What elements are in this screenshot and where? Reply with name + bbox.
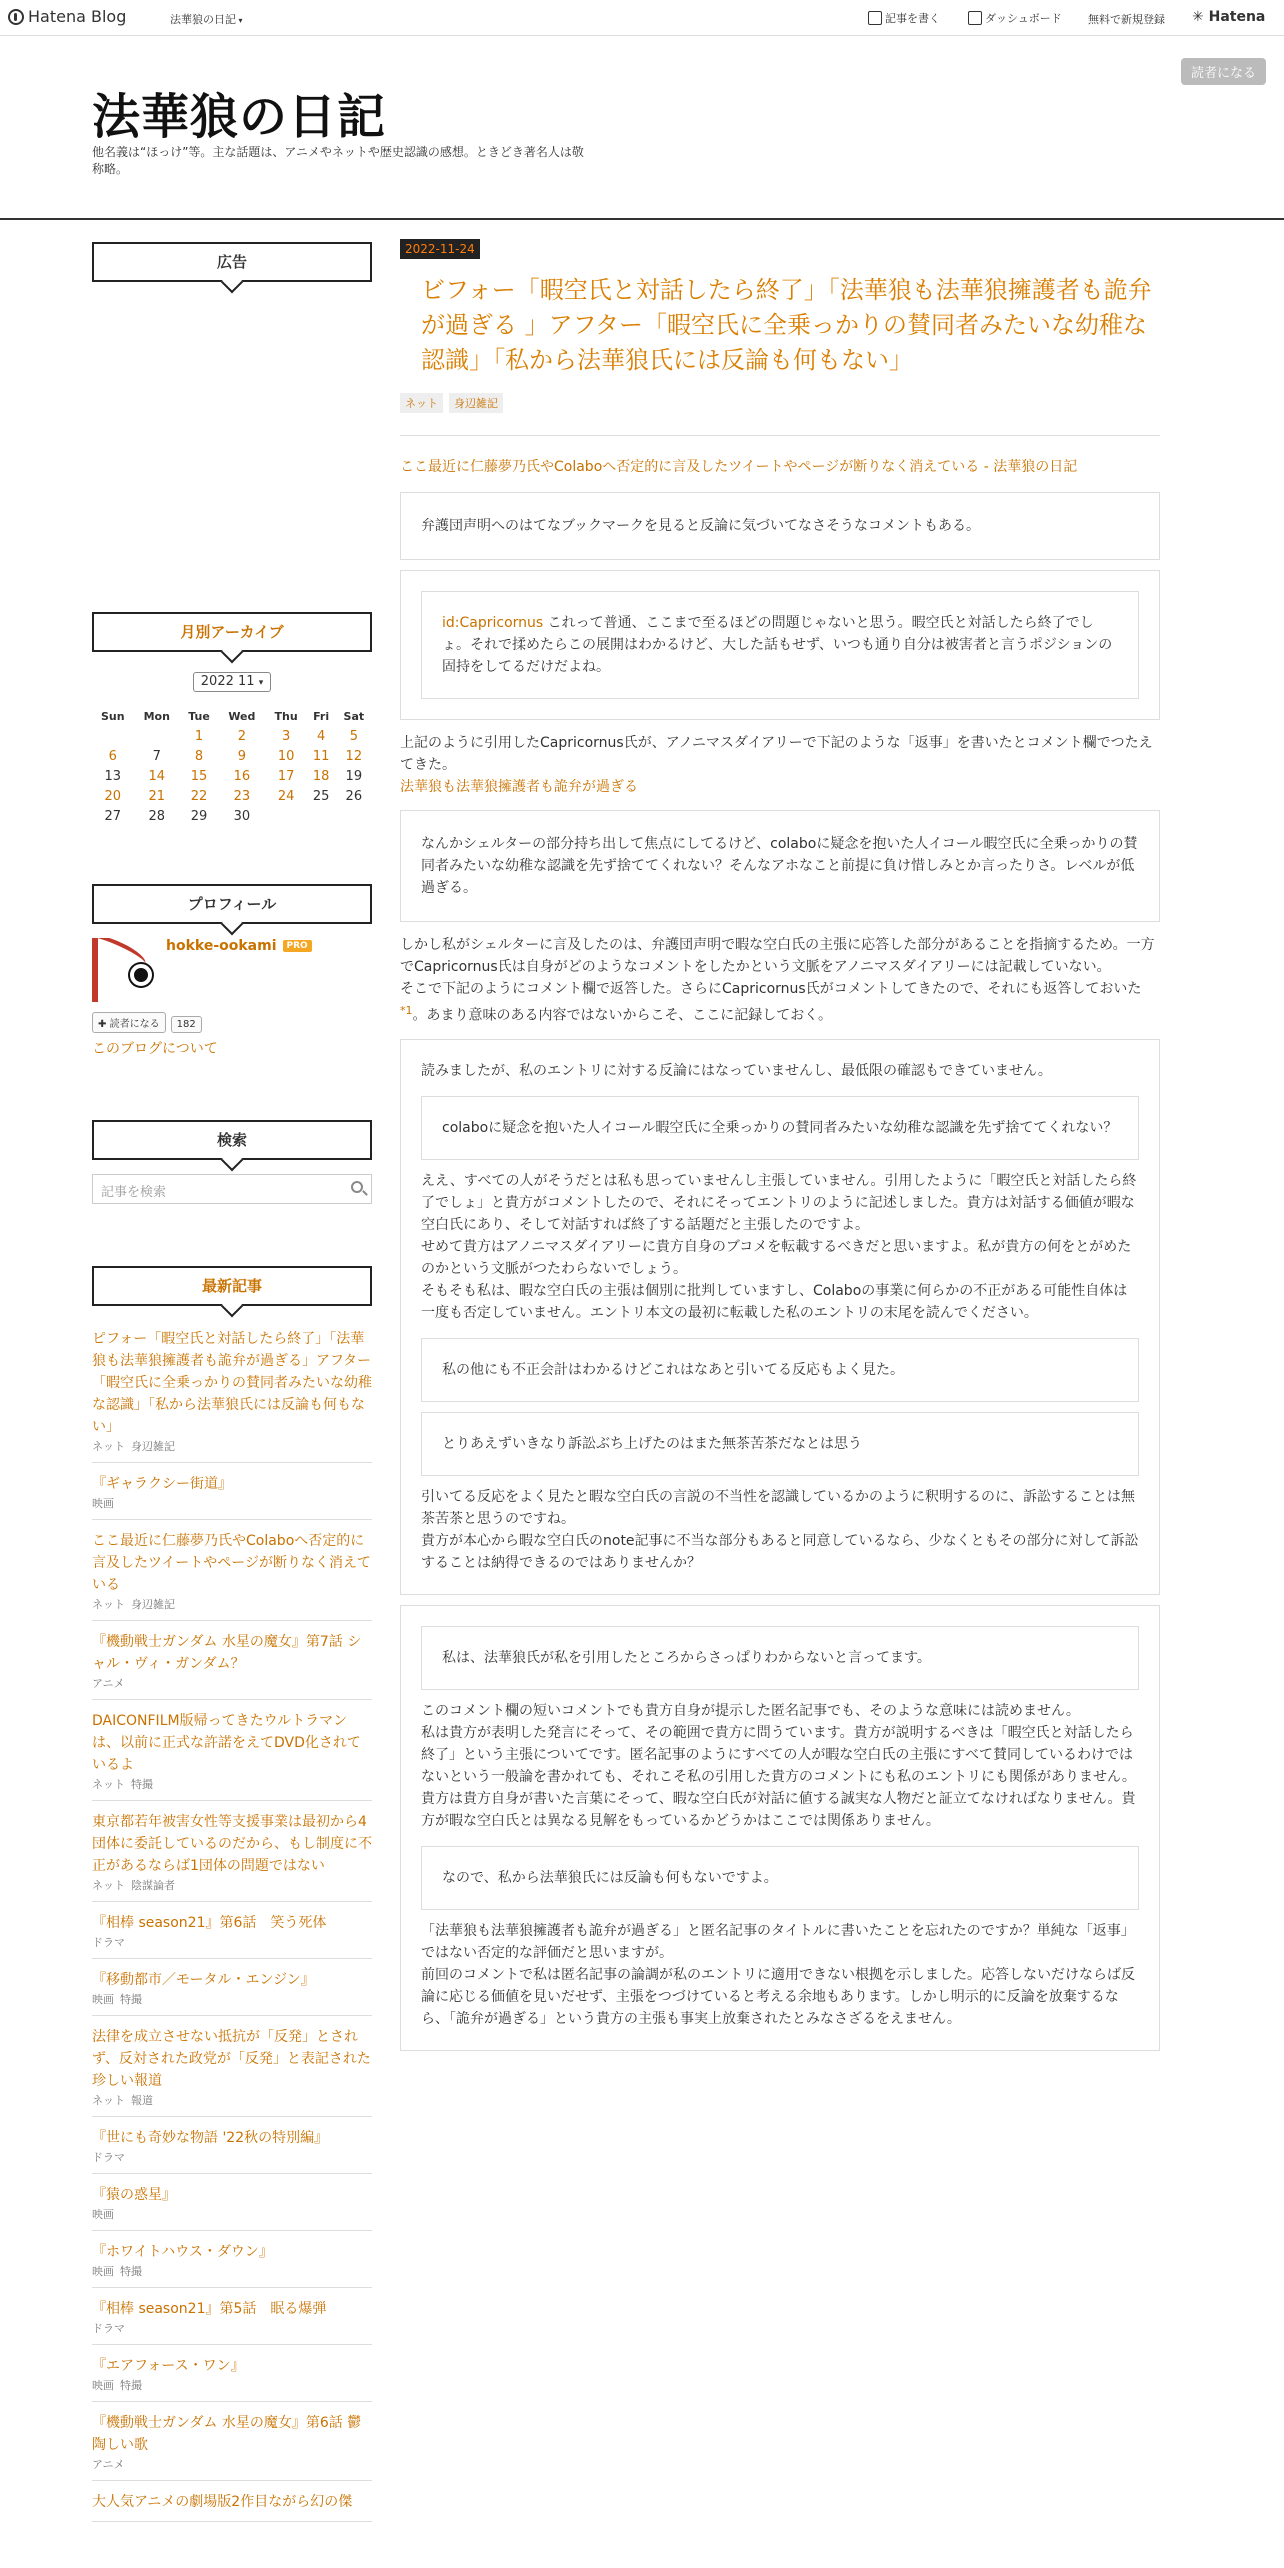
recent-post-link[interactable]: 『ホワイトハウス・ダウン』 xyxy=(92,2244,273,2260)
blog-header xyxy=(0,36,1284,220)
category-label[interactable]: 特撮 xyxy=(120,2265,142,2278)
calendar-week xyxy=(92,746,372,766)
dashboard-icon xyxy=(968,11,982,25)
title-divider xyxy=(400,435,1160,436)
tag-net[interactable]: ネット xyxy=(400,393,443,413)
recent-posts-list xyxy=(92,1328,372,2532)
calendar-day[interactable]: 20 xyxy=(104,788,122,804)
calendar-day[interactable]: 8 xyxy=(194,748,204,764)
recent-post-item xyxy=(92,1912,372,1959)
register-link[interactable] xyxy=(1088,11,1165,27)
category-label[interactable]: 映画 xyxy=(92,2208,114,2221)
user-id-link[interactable]: id:Capricornus xyxy=(442,615,544,631)
category-label[interactable]: 陰謀論者 xyxy=(131,1879,175,1892)
nested-blockquote xyxy=(421,1846,1139,1910)
calendar-week xyxy=(92,786,372,806)
calendar-week xyxy=(92,766,372,786)
comment-text: ええ、すべての人がそうだとは私も思っていませんし主張していません。引用したように「暇空氏と対話したら終了でしょ」と貴方がコメントしたので、それにそってエントリのように記述しました。貴方は対話する価値が暇な空白氏にあり、そして対話すれば終了する話題だと主張したのですよ。 xyxy=(421,1172,1137,1233)
calendar-week xyxy=(92,726,372,746)
paragraph-text: そこで下記のようにコメント欄で返答した。さらにCapricornus氏がコメントしてきたので、それにも返答しておいた xyxy=(400,981,1142,997)
calendar-day[interactable]: 16 xyxy=(233,768,251,784)
recent-post-link[interactable]: DAICONFILM版帰ってきたウルトラマンは、以前に正式な許諾をえてDVD化されているよ xyxy=(92,1713,361,1773)
calendar-day xyxy=(92,726,134,746)
comment-text: 引いてる反応をよく見たと暇な空白氏の言説の不当性を認識しているかのように釈明するのに、訴訟することは無茶苦茶と思うのですね。 xyxy=(421,1488,1135,1527)
recent-post-item xyxy=(92,2127,372,2174)
calendar-day: 25 xyxy=(312,788,330,804)
recent-post-link[interactable]: 『相棒 season21』第6話 笑う死体 xyxy=(92,1915,327,1931)
calendar-day xyxy=(307,806,336,826)
recent-post-link[interactable]: 『相棒 season21』第5話 眠る爆弾 xyxy=(92,2301,327,2317)
recent-post-link[interactable]: ここ最近に仁藤夢乃氏やColaboへ否定的に言及したツイートやページが断りなく消えている xyxy=(92,1533,372,1593)
recent-post-item xyxy=(92,2184,372,2231)
recent-post-categories xyxy=(92,2456,372,2472)
recent-post-item xyxy=(92,2491,372,2522)
calendar-days xyxy=(92,726,372,826)
nested-blockquote xyxy=(421,1096,1139,1160)
weekday-label: Mon xyxy=(143,709,170,723)
related-entry-link[interactable] xyxy=(400,456,1160,478)
hatena-link[interactable] xyxy=(1192,9,1265,25)
calendar-day[interactable]: 10 xyxy=(277,748,295,764)
paragraph-text: しかし私がシェルターに言及したのは、弁護団声明で暇な空白氏の主張に応答した部分があることを指摘するため。一方でCapricornus氏は自身がどのようなコメントをしたかという文脈をアノニマスダイアリーには記載していない。 xyxy=(400,937,1155,975)
recent-post-item xyxy=(92,1530,372,1621)
recent-post-categories xyxy=(92,1934,372,1950)
category-label[interactable]: ネット xyxy=(92,1440,125,1453)
tag-personal[interactable]: 身辺雑記 xyxy=(449,393,503,413)
calendar-table xyxy=(92,706,372,826)
recent-post-item xyxy=(92,2355,372,2402)
calendar-day: 30 xyxy=(233,808,251,824)
recent-post-item xyxy=(92,2241,372,2288)
comment-text: 読みましたが、私のエントリに対する反論にはなっていませんし、最低限の確認もできていません。 xyxy=(421,1062,1052,1079)
calendar-day[interactable]: 2 xyxy=(237,728,246,744)
nested-blockquote xyxy=(421,1338,1139,1402)
chevron-down-icon: ▾ xyxy=(258,678,264,688)
category-label[interactable]: 映画 xyxy=(92,2265,114,2278)
recent-post-link[interactable]: 『ギャラクシー街道』 xyxy=(92,1476,232,1492)
category-label[interactable]: 特撮 xyxy=(131,1778,153,1791)
sidebar-heading-archive: 月別アーカイブ xyxy=(92,612,372,652)
category-label[interactable]: 身辺雑記 xyxy=(131,1598,175,1611)
recent-post-item xyxy=(92,2026,372,2117)
category-label[interactable]: ドラマ xyxy=(92,2151,125,2164)
sidebar-heading-profile: プロフィール xyxy=(92,884,372,924)
recent-post-link[interactable]: 『猿の惑星』 xyxy=(92,2187,176,2203)
category-label[interactable]: 身辺雑記 xyxy=(131,1440,175,1453)
calendar-week xyxy=(92,806,372,826)
category-label[interactable]: ネット xyxy=(92,1778,125,1791)
chevron-down-icon: ▾ xyxy=(236,16,243,25)
recent-post-item xyxy=(92,2298,372,2345)
calendar-day xyxy=(134,726,180,746)
weekday-label: Fri xyxy=(313,709,330,723)
weekday-label: Sun xyxy=(100,709,125,723)
brand-label: Hatena Blog xyxy=(28,7,127,26)
comment-text: そもそも私は、暇な空白氏の主張は個別に批判していますし、Colaboの事業に何らかの不正がある可能性自体は一度も否定していません。エントリ本文の最初に転載した私のエントリの末尾を読んでください。 xyxy=(421,1282,1128,1321)
calendar-weekdays xyxy=(92,706,372,726)
comment-text: 私は貴方が表明した発言にそって、その範囲で貴方に問うています。貴方が説明するべきは「暇空氏と対話したら終了」という主張についてです。匿名記事のようにすべての人が暇な空白氏の主張にすべて賛同しているわけではないという一般論を書かれても、それこそ私の引用した貴方のコメントにも私のエントリにも関係がありません。 xyxy=(421,1724,1136,1785)
calendar-day xyxy=(336,806,372,826)
quote-text: これって普通、ここまで至るほどの問題じゃないと思う。暇空氏と対話したら終了でしょ。それで揉めたらこの展開はわかるけど、大した話もせず、いつも通り自分は被害者と言うポジションの固持をしてるだけだよね。 xyxy=(442,615,1113,675)
category-label[interactable]: ネット xyxy=(92,1879,125,1892)
weekday-label: Tue xyxy=(188,709,210,723)
recent-post-item xyxy=(92,1710,372,1801)
quote-text: 弁護団声明へのはてなブックマークを見ると反論に気づいてなさそうなコメントもある。 xyxy=(421,518,981,534)
archive-month-select[interactable] xyxy=(193,672,271,692)
hatena-blog-logo[interactable] xyxy=(8,7,126,26)
subscribe-button[interactable]: 読者になる xyxy=(1181,58,1266,85)
blog-title[interactable]: 法華狼の日記 xyxy=(92,89,387,145)
blockquote xyxy=(400,1605,1160,2051)
recent-post-item xyxy=(92,1969,372,2016)
about-blog-link[interactable] xyxy=(92,1038,218,1058)
calendar-day[interactable]: 9 xyxy=(237,748,246,764)
paragraph xyxy=(400,934,1160,1027)
category-label[interactable]: 映画 xyxy=(92,1497,114,1510)
comment-text: 「法華狼も法華狼擁護者も詭弁が過ぎる」と匿名記事のタイトルに書いたことを忘れたのですか？単純な「返事」ではない否定的な評価だと思いますが。 xyxy=(421,1922,1135,1961)
post-title[interactable]: ビフォー「暇空氏と対話したら終了」「法華狼も法華狼擁護者も詭弁が過ぎる 」アフター「暇空氏に全乗っかりの賛同者みたいな幼稚な認識」「私から法華狼氏には反論も何もない」 xyxy=(421,276,1152,374)
calendar-day[interactable]: 24 xyxy=(277,788,295,804)
calendar-day: 27 xyxy=(104,808,122,824)
calendar-day[interactable]: 23 xyxy=(233,788,251,804)
profile-actions xyxy=(92,1012,202,1033)
recent-post-item xyxy=(92,1328,372,1463)
recent-post-item xyxy=(92,1811,372,1902)
recent-post-link[interactable]: 『移動都市／モータル・エンジン』 xyxy=(92,1972,315,1988)
category-label[interactable]: ネット xyxy=(92,1598,125,1611)
paragraph-text: 。あまり意味のある内容ではないからこそ、ここに記録しておく。 xyxy=(412,1007,832,1024)
recent-post-categories xyxy=(92,2149,372,2165)
calendar-day[interactable]: 22 xyxy=(190,788,208,804)
calendar-day[interactable]: 1 xyxy=(194,728,204,744)
quote-text: 私の他にも不正会計はわかるけどこれはなあと引いてる反応もよく見た。 xyxy=(442,1361,904,1378)
dashboard-link[interactable] xyxy=(968,10,1062,26)
weekday-label: Sat xyxy=(343,709,365,723)
hatena-asterisk-icon: ✳ xyxy=(1192,9,1209,25)
category-label[interactable]: ドラマ xyxy=(92,1936,125,1949)
profile-name[interactable] xyxy=(166,938,312,954)
calendar-day[interactable]: 15 xyxy=(190,768,208,784)
recent-post-categories xyxy=(92,2377,372,2393)
write-post-link[interactable] xyxy=(868,10,940,26)
related-entry-link-text[interactable]: ここ最近に仁藤夢乃氏やColaboへ否定的に言及したツイートやページが断りなく消えている - 法華狼の日記 xyxy=(400,459,1078,475)
search-placeholder: 記事を検索 xyxy=(101,1185,167,1200)
dashboard-label: ダッシュボード xyxy=(985,12,1062,25)
recent-post-categories xyxy=(92,1877,372,1893)
about-blog-link-text[interactable]: このブログについて xyxy=(92,1041,218,1057)
recent-post-categories xyxy=(92,2206,372,2222)
article xyxy=(400,238,1190,2051)
search-input[interactable] xyxy=(92,1174,372,1204)
recent-post-categories xyxy=(92,1991,372,2007)
profile-name-link[interactable]: hokke-ookami xyxy=(166,938,277,954)
search-icon[interactable] xyxy=(351,1181,363,1193)
category-label[interactable]: ネット xyxy=(92,2094,125,2107)
blog-menu[interactable] xyxy=(170,11,243,27)
subscriber-count: 182 xyxy=(171,1016,202,1033)
calendar-day[interactable]: 6 xyxy=(108,748,117,764)
category-label[interactable]: 映画 xyxy=(92,1993,114,2006)
category-label[interactable]: 特撮 xyxy=(120,1993,142,2006)
recent-post-item xyxy=(92,1473,372,1520)
recent-post-link[interactable]: ピフォー「暇空氏と対話したら終了」「法華狼も法華狼擁護者も詭弁が過ぎる」アフター「暇空氏に全乗っかりの賛同者みたいな幼稚な認識」「私から法華狼氏には反論も何もない」 xyxy=(92,1331,372,1435)
nested-blockquote xyxy=(421,1626,1139,1690)
calendar-day: 28 xyxy=(148,808,166,824)
recent-post-link[interactable]: 大人気アニメの劇場版2作目ながら幻の傑 xyxy=(92,2494,353,2510)
plus-icon: ✚ xyxy=(98,1019,107,1030)
comment-text: 貴方が本心から暇な空白氏のnote記事に不当な部分もあると同意しているなら、少なくともその部分に対して訴訟することは納得できるのではありませんか？ xyxy=(421,1532,1139,1571)
calendar-day: 29 xyxy=(190,808,208,824)
calendar-day: 7 xyxy=(152,748,161,764)
category-label[interactable]: 映画 xyxy=(92,2379,114,2392)
post-date[interactable]: 2022-11-24 xyxy=(400,239,480,259)
blog-menu-label: 法華狼の日記 xyxy=(170,13,236,26)
blockquote xyxy=(400,810,1160,922)
pencil-icon xyxy=(868,11,882,25)
recent-post-categories xyxy=(92,2263,372,2279)
category-label[interactable]: アニメ xyxy=(92,2458,125,2471)
comment-text: このコメント欄の短いコメントでも貴方自身が提示した匿名記事でも、そのような意味には読めません。 xyxy=(421,1702,1080,1719)
nested-blockquote xyxy=(421,1412,1139,1476)
blockquote xyxy=(400,492,1160,560)
footnote-ref[interactable]: *1 xyxy=(400,1004,413,1017)
calendar-day[interactable]: 11 xyxy=(312,748,330,764)
recent-post-link[interactable]: 『エアフォース・ワン』 xyxy=(92,2358,245,2374)
recent-post-item xyxy=(92,1631,372,1700)
recent-post-link[interactable]: 『世にも奇妙な物語 '22秋の特別編』 xyxy=(92,2130,329,2146)
post-tags xyxy=(400,392,1190,413)
calendar-day: 13 xyxy=(104,768,122,784)
recent-post-categories xyxy=(92,1438,372,1454)
comment-text: 貴方は貴方自身が書いた言葉にそって、暇な空白氏が対話に値する誠実な人物だと証立てなければなりません。貴方が暇な空白氏とは異なる見解をもっているかどうかはここでは関係ありません。 xyxy=(421,1790,1136,1829)
recent-post-categories xyxy=(92,2320,372,2336)
calendar-day[interactable]: 3 xyxy=(281,728,291,744)
comment-text: せめて貴方はアノニマスダイアリーに貴方自身のブコメを転載するべきだと思いますよ。私が貴方の何をとがめたのかという文脈がつたわらないでしょう。 xyxy=(421,1238,1132,1277)
category-label[interactable]: 特撮 xyxy=(120,2379,142,2392)
calendar-day[interactable]: 12 xyxy=(345,748,363,764)
paragraph xyxy=(400,732,1160,798)
hatena-label: Hatena xyxy=(1208,9,1266,25)
hatena-logo-icon xyxy=(8,9,24,25)
sidebar-heading-recent: 最新記事 xyxy=(92,1266,372,1306)
hatena-topbar xyxy=(0,0,1284,36)
profile-subscribe-button[interactable] xyxy=(92,1012,166,1033)
recent-post-categories xyxy=(92,1776,372,1792)
anonymous-diary-link[interactable]: 法華狼も法華狼擁護者も詭弁が過ぎる xyxy=(400,779,638,795)
blockquote xyxy=(400,570,1160,720)
recent-post-link[interactable]: 『機動戦士ガンダム 水星の魔女』第6話 鬱陶しい歌 xyxy=(92,2415,362,2453)
calendar-day[interactable]: 5 xyxy=(349,728,358,744)
sidebar-heading-search: 検索 xyxy=(92,1120,372,1160)
quote-text: colaboに疑念を抱いた人イコール暇空氏に全乗っかりの賛同者みたいな幼稚な認識を先ず捨ててくれない？ xyxy=(442,1119,1118,1136)
quote-text: とりあえずいきなり訴訟ぶち上げたのはまた無茶苦茶だなとは思う xyxy=(442,1435,862,1452)
profile-subscribe-label: 読者になる xyxy=(109,1019,160,1030)
blog-description: 他名義は“ほっけ”等。主な話題は、アニメやネットや歴史認識の感想。ときどき著名人は敬称略。 xyxy=(92,145,584,176)
recent-post-categories xyxy=(92,1495,372,1511)
comment-text: 前回のコメントで私は匿名記事の論調が私のエントリに適用できない根拠を示しました。応答しないだけならば反論に応じる価値を見いだせず、主張をつづけていると考える余地もあります。しかし明示的に反論を放棄するなら、「詭弁が過ぎる」という貴方の主張も事実上放棄されたとみなさざるをえません。 xyxy=(421,1966,1135,2027)
recent-post-link[interactable]: 法律を成立させない抵抗が「反発」とされず、反対された政党が「反発」と表記された珍しい報道 xyxy=(92,2029,371,2089)
calendar-day[interactable]: 17 xyxy=(277,768,295,784)
pro-badge: PRO xyxy=(283,940,312,952)
write-label: 記事を書く xyxy=(885,12,940,25)
archive-calendar xyxy=(92,672,372,826)
calendar-day: 26 xyxy=(345,788,363,804)
recent-post-link[interactable]: 東京都若年被害女性等支援事業は最初から4団体に委託しているのだから、もし制度に不正があるならば1団体の問題ではない xyxy=(92,1814,372,1874)
category-label[interactable]: 報道 xyxy=(131,2094,153,2107)
quote-text: なので、私から法華狼氏には反論も何もないですよ。 xyxy=(442,1869,778,1886)
paragraph-text: 上記のように引用したCapricornus氏が、アノニマスダイアリーで下記のような「返事」を書いたとコメント欄でつたえてきた。 xyxy=(400,735,1153,773)
calendar-day[interactable]: 14 xyxy=(148,768,166,784)
recent-post-categories xyxy=(92,1596,372,1612)
calendar-day[interactable]: 21 xyxy=(148,788,166,804)
weekday-label: Thu xyxy=(274,709,298,723)
archive-select-value: 2022 11 xyxy=(200,674,255,689)
category-label[interactable]: ドラマ xyxy=(92,2322,125,2335)
quote-text: なんかシェルターの部分持ち出して焦点にしてるけど、colaboに疑念を抱いた人イコール暇空氏に全乗っかりの賛同者みたいな幼稚な認識を先ず捨ててくれない？そんなアホなこと前提に負け惜しみとか言ったりさ。レベルが低過ぎる。 xyxy=(421,836,1138,896)
sidebar-heading-ads: 広告 xyxy=(92,242,372,282)
calendar-day[interactable]: 4 xyxy=(316,728,326,744)
calendar-day: 19 xyxy=(345,768,363,784)
weekday-label: Wed xyxy=(228,709,256,723)
nested-blockquote xyxy=(421,591,1139,699)
category-label[interactable]: アニメ xyxy=(92,1677,125,1690)
register-label: 無料で新規登録 xyxy=(1088,13,1165,26)
recent-post-item xyxy=(92,2412,372,2481)
recent-post-link[interactable]: 『機動戦士ガンダム 水星の魔女』第7話 シャル・ヴィ・ガンダム？ xyxy=(92,1634,362,1672)
avatar[interactable] xyxy=(92,938,156,1002)
calendar-day[interactable]: 18 xyxy=(312,768,330,784)
quote-text: 私は、法華狼氏が私を引用したところからさっぱりわからないと言ってます。 xyxy=(442,1649,931,1666)
blockquote xyxy=(400,1039,1160,1595)
recent-post-categories xyxy=(92,1675,372,1691)
calendar-day xyxy=(266,806,307,826)
recent-post-categories xyxy=(92,2092,372,2108)
